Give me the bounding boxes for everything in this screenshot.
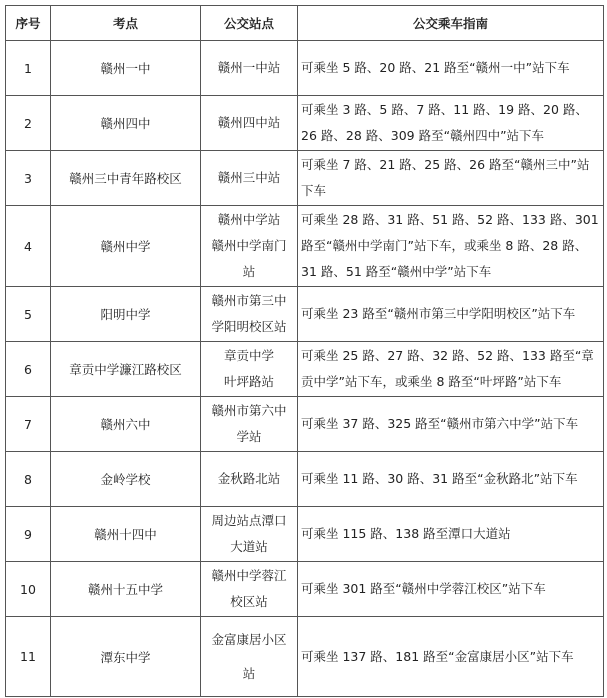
row-guide: 可乘坐 23 路至“赣州市第三中学阳明校区”站下车: [298, 287, 604, 342]
table-row: [6, 96, 604, 151]
row-guide: 可乘坐 28 路、31 路、51 路、52 路、133 路、301 路至“赣州中学南门”站下车，或乘坐 8 路、28 路、31 路、51 路至“赣州中学”站下车: [298, 206, 604, 287]
row-index: 5: [6, 287, 51, 342]
row-station: 赣州市第六中 学站: [201, 397, 298, 452]
row-guide: 可乘坐 115 路、138 路至潭口大道站: [298, 507, 604, 562]
row-school: 赣州十四中: [51, 507, 201, 562]
row-guide: 可乘坐 5 路、20 路、21 路至“赣州一中”站下车: [298, 41, 604, 96]
row-school: 赣州一中: [51, 41, 201, 96]
row-station: 周边站点潭口 大道站: [201, 507, 298, 562]
row-index: 6: [6, 342, 51, 397]
table-row: [6, 41, 604, 96]
row-index: 8: [6, 452, 51, 507]
row-guide: 可乘坐 3 路、5 路、7 路、11 路、19 路、20 路、26 路、28 路、309 路至“赣州四中”站下车: [298, 96, 604, 151]
table-row: [6, 342, 604, 397]
table-row: [6, 287, 604, 342]
row-guide: 可乘坐 137 路、181 路至“金富康居小区”站下车: [298, 617, 604, 697]
table-row: [6, 397, 604, 452]
row-station: 赣州三中站: [201, 151, 298, 206]
row-school: 赣州中学: [51, 206, 201, 287]
row-school: 赣州六中: [51, 397, 201, 452]
row-guide: 可乘坐 25 路、27 路、32 路、52 路、133 路至“章贡中学”站下车，或乘坐 8 路至“叶坪路”站下车: [298, 342, 604, 397]
row-school: 赣州四中: [51, 96, 201, 151]
row-school: 金岭学校: [51, 452, 201, 507]
header-station: 公交站点: [201, 6, 298, 41]
row-index: 2: [6, 96, 51, 151]
header-school: 考点: [51, 6, 201, 41]
row-station: 赣州中学蓉江 校区站: [201, 562, 298, 617]
header-guide: 公交乘车指南: [298, 6, 604, 41]
row-index: 11: [6, 617, 51, 697]
table-row: [6, 151, 604, 206]
table-row: [6, 206, 604, 287]
row-station: 赣州中学站 赣州中学南门 站: [201, 206, 298, 287]
header-index: 序号: [6, 6, 51, 41]
row-index: 1: [6, 41, 51, 96]
row-school: 赣州十五中学: [51, 562, 201, 617]
row-school: 潭东中学: [51, 617, 201, 697]
row-station: 章贡中学 叶坪路站: [201, 342, 298, 397]
bus-guide-table: [5, 5, 604, 697]
row-station: 赣州一中站: [201, 41, 298, 96]
table-row: [6, 562, 604, 617]
table-row: [6, 507, 604, 562]
row-index: 10: [6, 562, 51, 617]
row-school: 章贡中学濂江路校区: [51, 342, 201, 397]
row-guide: 可乘坐 301 路至“赣州中学蓉江校区”站下车: [298, 562, 604, 617]
table-row: [6, 452, 604, 507]
row-index: 9: [6, 507, 51, 562]
row-station: 赣州市第三中 学阳明校区站: [201, 287, 298, 342]
row-index: 3: [6, 151, 51, 206]
header-row: [6, 6, 604, 41]
row-guide: 可乘坐 11 路、30 路、31 路至“金秋路北”站下车: [298, 452, 604, 507]
row-guide: 可乘坐 7 路、21 路、25 路、26 路至“赣州三中”站下车: [298, 151, 604, 206]
row-school: 阳明中学: [51, 287, 201, 342]
row-guide: 可乘坐 37 路、325 路至“赣州市第六中学”站下车: [298, 397, 604, 452]
row-index: 4: [6, 206, 51, 287]
row-index: 7: [6, 397, 51, 452]
row-school: 赣州三中青年路校区: [51, 151, 201, 206]
row-station: 金秋路北站: [201, 452, 298, 507]
table-row: [6, 617, 604, 697]
row-station: 赣州四中站: [201, 96, 298, 151]
row-station: 金富康居小区 站: [201, 617, 298, 697]
